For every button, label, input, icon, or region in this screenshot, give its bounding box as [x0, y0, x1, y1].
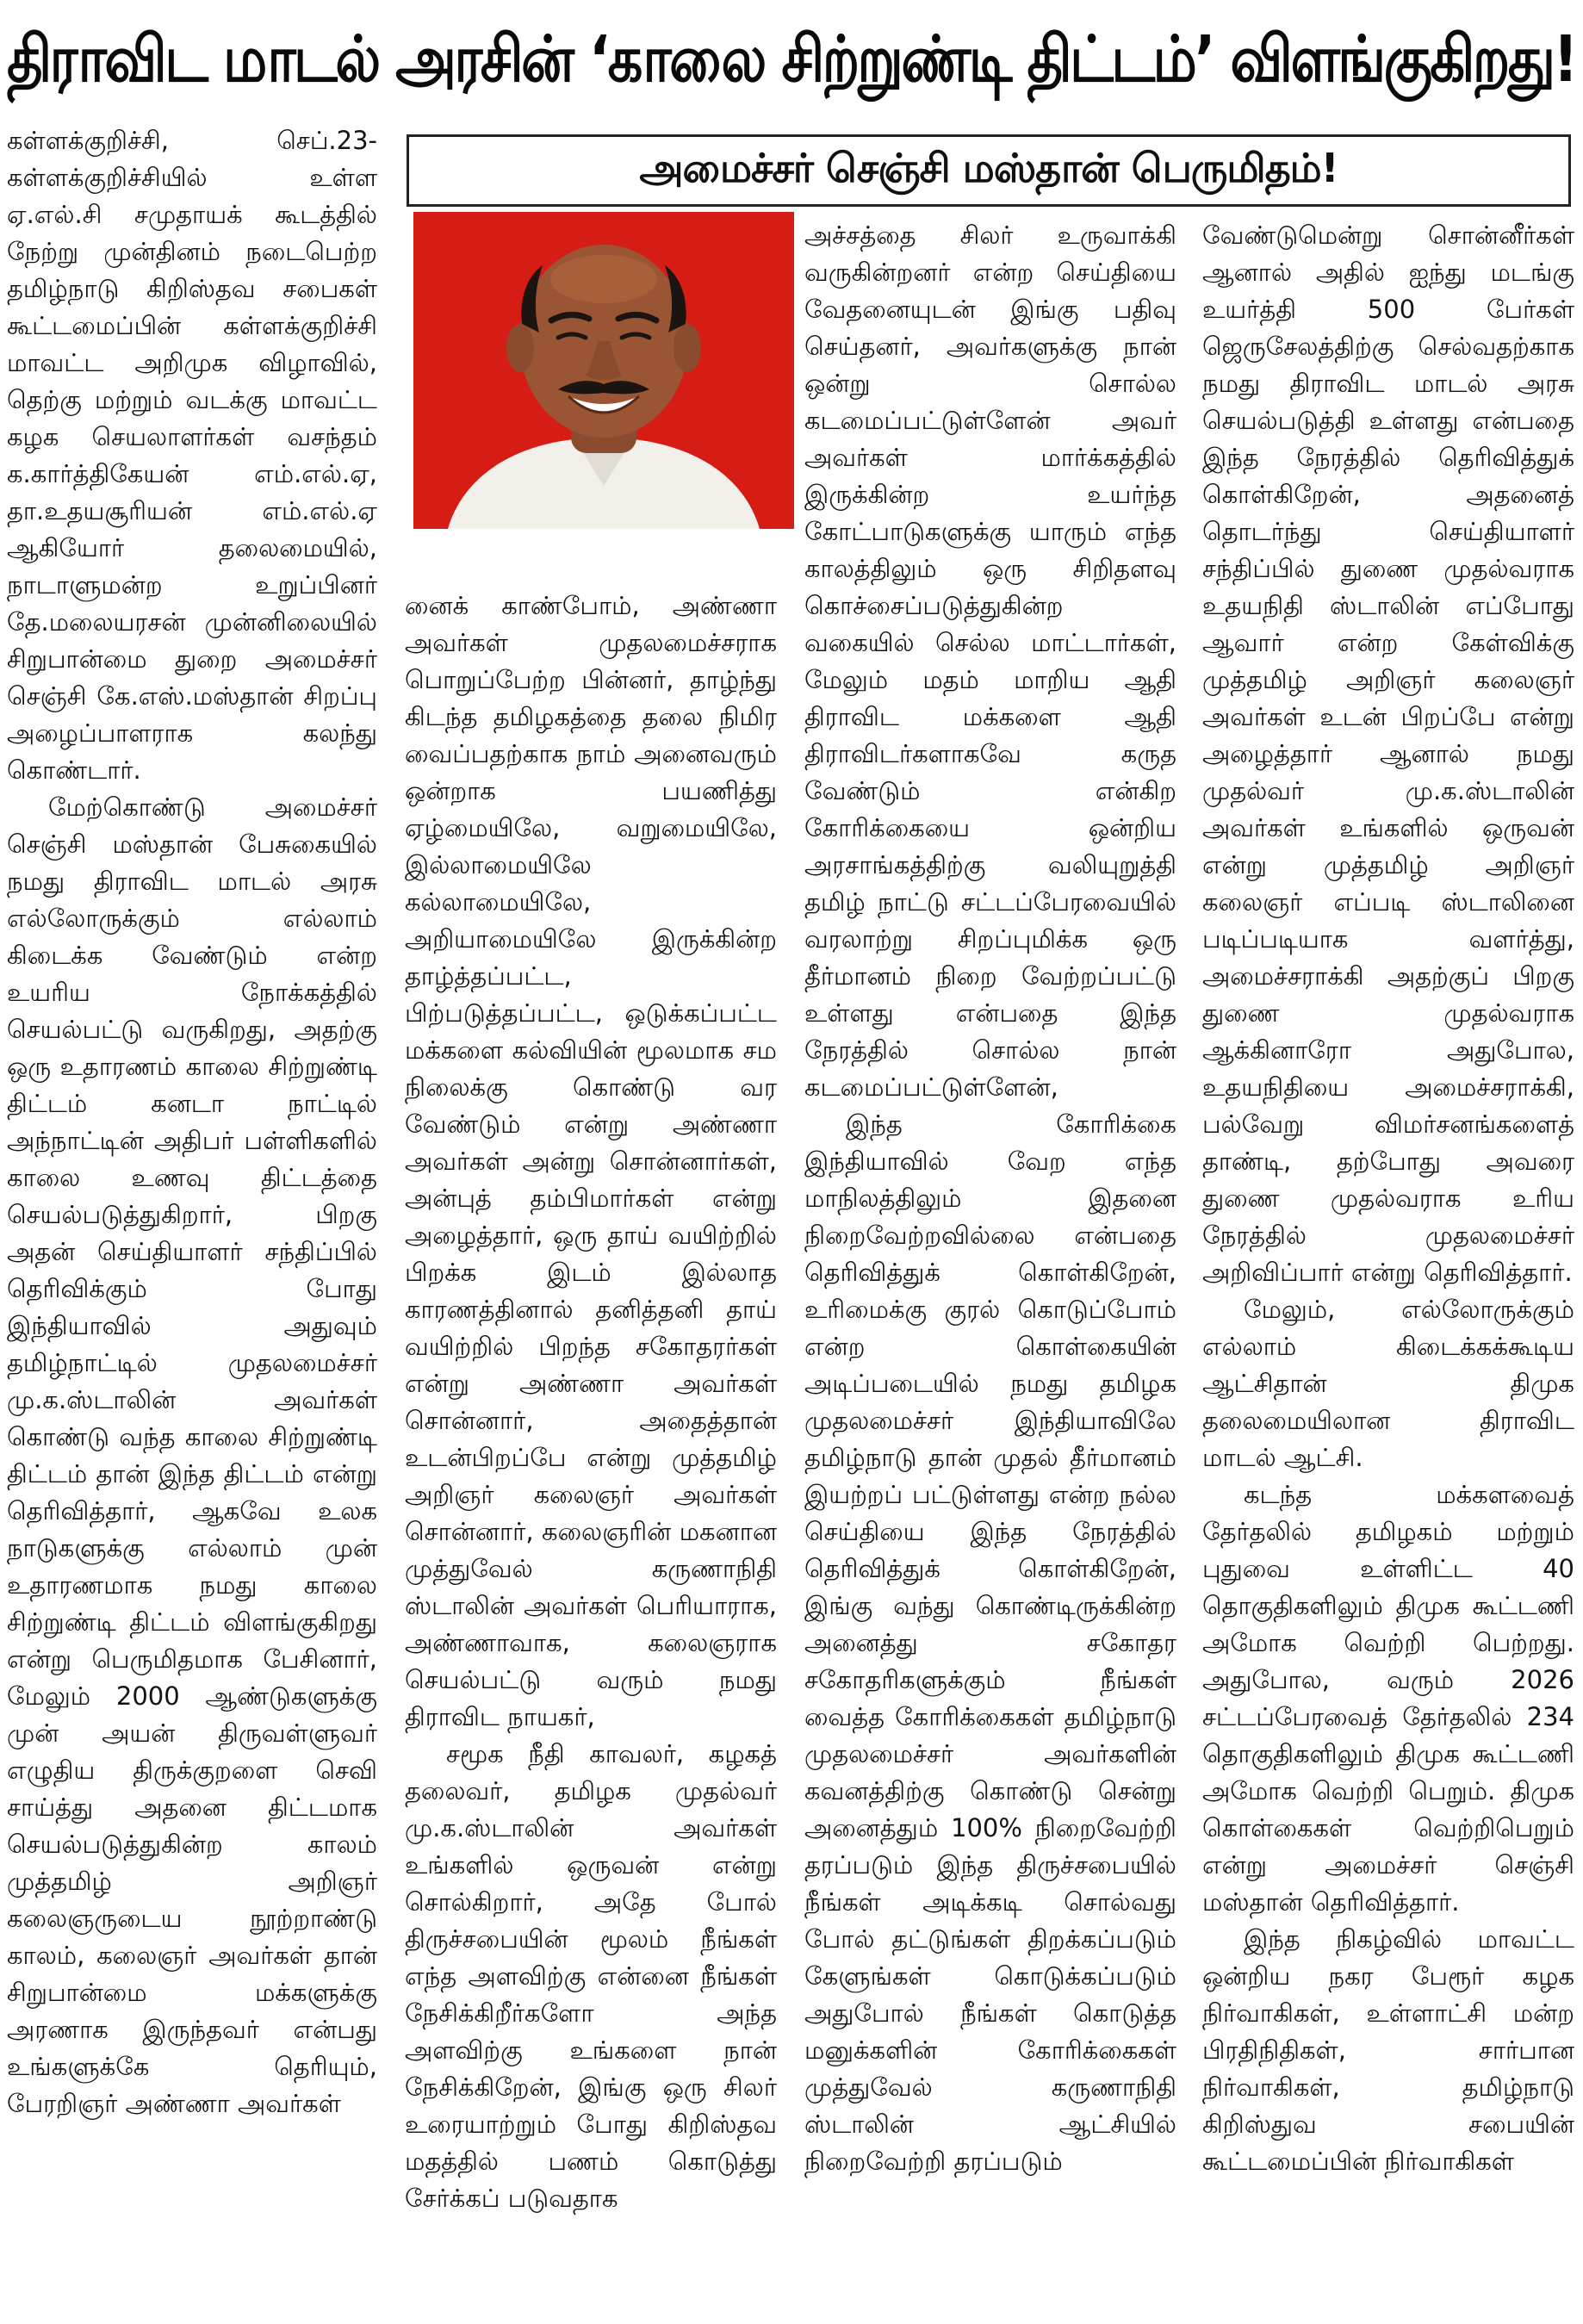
article-column-1	[7, 122, 377, 2324]
paragraph: இந்த கோரிக்கை இந்தியாவில் வேற எந்த மாநிலத்திலும் இதனை நிறைவேற்றவில்லை என்பதை தெரிவித்துக் கொள்கிறேன், உரிமைக்கு குரல் கொடுப்போம் என்ற கொள்கையின் அடிப்படையில் நமது தமிழக முதலமைச்சர் இந்தியாவிலே தமிழ்நாடு தான் முதல் தீர்மானம் இயற்றப் பட்டுள்ளது என்ற நல்ல செய்தியை இந்த நேரத்தில் தெரிவித்துக் கொள்கிறேன், இங்கு வந்து கொண்டிருக்கின்ற அனைத்து சகோதர சகோதரிகளுக்கும் நீங்கள் வைத்த கோரிக்கைகள் தமிழ்நாடு முதலமைச்சர் அவர்களின் கவனத்திற்கு கொண்டு சென்று அனைத்தும் 100% நிறைவேற்றி தரப்படும் இந்த திருச்சபையில் நீங்கள் அடிக்கடி சொல்வது போல் தட்டுங்கள் திறக்கப்படும் கேளுங்கள் கொடுக்கப்படும் அதுபோல் நீங்கள் கொடுத்த மனுக்களின் கோரிக்கைகள் முத்துவேல் கருணாநிதி ஸ்டாலின் ஆட்சியில் நிறைவேற்றி தரப்படும்	[804, 1109, 1176, 2176]
paragraph: னைக் காண்போம், அண்ணா அவர்கள் முதலமைச்சராக பொறுப்பேற்ற பின்னர், தாழ்ந்து கிடந்த தமிழகத்தை தலை நிமிர வைப்பதற்காக நாம் அனைவரும் ஒன்றாக பயணித்து ஏழ்மையிலே, வறுமையிலே, இல்லாமையிலே கல்லாமையிலே, அறியாமையிலே இருக்கின்ற தாழ்த்தப்பட்ட, பிற்படுத்தப்பட்ட, ஒடுக்கப்பட்ட மக்களை கல்வியின் மூலமாக சம நிலைக்கு கொண்டு வர வேண்டும் என்று அண்ணா அவர்கள் அன்று சொன்னார்கள், அன்புத் தம்பிமார்கள் என்று அழைத்தார், ஒரு தாய் வயிற்றில் பிறக்க இடம் இல்லாத காரணத்தினால் தனித்தனி தாய் வயிற்றில் பிறந்த சகோதரர்கள் என்று அண்ணா அவர்கள் சொன்னார், அதைத்தான் உடன்பிறப்பே என்று முத்தமிழ் அறிஞர் கலைஞர் அவர்கள் சொன்னார், கலைஞரின் மகனான முத்துவேல் கருணாநிதி ஸ்டாலின் அவர்கள் பெரியாராக, அண்ணாவாக, கலைஞராக செயல்பட்டு வரும் நமது திராவிட நாயகர்,	[405, 591, 777, 1731]
paragraph: அச்சத்தை சிலர் உருவாக்கி வருகின்றனர் என்ற செய்தியை வேதனையுடன் இங்கு பதிவு செய்தனர், அவர்களுக்கு நான் ஒன்று சொல்ல கடமைப்பட்டுள்ளேன் அவர் அவர்கள் மார்க்கத்தில் இருக்கின்ற உயர்ந்த கோட்பாடுகளுக்கு யாரும் எந்த காலத்திலும் ஒரு சிறிதளவு கொச்சைப்படுத்துகின்ற வகையில் செல்ல மாட்டார்கள், மேலும் மதம் மாறிய ஆதி திராவிட மக்களை ஆதி திராவிடர்களாகவே கருத வேண்டும் என்கிற கோரிக்கையை ஒன்றிய அரசாங்கத்திற்கு வலியுறுத்தி தமிழ் நாட்டு சட்டப்பேரவையில் வரலாற்று சிறப்புமிக்க ஒரு தீர்மானம் நிறை வேற்றப்பட்டு உள்ளது என்பதை இந்த நேரத்தில் சொல்ல நான் கடமைப்பட்டுள்ளேன்,	[804, 221, 1176, 1102]
portrait-illustration	[413, 212, 794, 529]
subheadline: அமைச்சர் செஞ்சி மஸ்தான் பெருமிதம்!	[639, 144, 1338, 191]
paragraph: கள்ளக்குறிச்சி, செப்.23- கள்ளக்குறிச்சியில் உள்ள ஏ.எல்.சி சமுதாயக் கூடத்தில் நேற்று முன்தினம் நடைபெற்ற தமிழ்நாடு கிறிஸ்தவ சபைகள் கூட்டமைப்பின் கள்ளக்குறிச்சி மாவட்ட அறிமுக விழாவில், தெற்கு மற்றும் வடக்கு மாவட்ட கழக செயலாளர்கள் வசந்தம் க.கார்த்திகேயன் எம்.எல்.ஏ, தா.உதயசூரியன் எம்.எல்.ஏ ஆகியோர் தலைமையில், நாடாளுமன்ற உறுப்பினர் தே.மலையரசன் முன்னிலையில் சிறுபான்மை துறை அமைச்சர் செஞ்சி கே.எஸ்.மஸ்தான் சிறப்பு அழைப்பாளராக கலந்து கொண்டார்.	[7, 126, 377, 785]
minister-photo	[413, 212, 794, 529]
paragraph: மேலும், எல்லோருக்கும் எல்லாம் கிடைக்கக்கூடிய ஆட்சிதான் திமுக தலைமையிலான திராவிட மாடல் ஆட்சி.	[1202, 1295, 1574, 1472]
article-column-2	[405, 587, 777, 2324]
headline: திராவிட மாடல் அரசின் ‘காலை சிற்றுண்டி திட்டம்’ விளங்குகிறது!	[7, 22, 1576, 96]
subheadline-box	[407, 134, 1571, 207]
paragraph: சமூக நீதி காவலர், கழகத் தலைவர், தமிழக முதல்வர் மு.க.ஸ்டாலின் அவர்கள் உங்களில் ஒருவன் என்று சொல்கிறார், அதே போல் திருச்சபையின் மூலம் நீங்கள் எந்த அளவிற்கு என்னை நீங்கள் நேசிக்கிறீர்களோ அந்த அளவிற்கு உங்களை நான் நேசிக்கிறேன், இங்கு ஒரு சிலர் உரையாற்றும் போது கிறிஸ்தவ மதத்தில் பணம் கொடுத்து சேர்க்கப் படுவதாக	[405, 1739, 777, 2213]
paragraph: இந்த நிகழ்வில் மாவட்ட ஒன்றிய நகர பேரூர் கழக நிர்வாகிகள், உள்ளாட்சி மன்ற பிரதிநிதிகள், சார்பான நிர்வாகிகள், தமிழ்நாடு கிறிஸ்துவ சபையின் கூட்டமைப்பின் நிர்வாகிகள்	[1202, 1924, 1574, 2176]
paragraph: கடந்த மக்களவைத் தேர்தலில் தமிழகம் மற்றும் புதுவை உள்ளிட்ட 40 தொகுதிகளிலும் திமுக கூட்டணி அமோக வெற்றி பெற்றது. அதுபோல, வரும் 2026 சட்டப்பேரவைத் தேர்தலில் 234 தொகுதிகளிலும் திமுக கூட்டணி அமோக வெற்றி பெறும். திமுக கொள்கைகள் வெற்றிபெறும் என்று அமைச்சர் செஞ்சி மஸ்தான் தெரிவித்தார்.	[1202, 1480, 1574, 1917]
article-column-3	[804, 217, 1176, 2324]
article-column-4	[1202, 217, 1574, 2324]
paragraph: வேண்டுமென்று சொன்னீர்கள் ஆனால் அதில் ஐந்து மடங்கு உயர்த்தி 500 பேர்கள் ஜெருசேலத்திற்கு செல்வதற்காக நமது திராவிட மாடல் அரசு செயல்படுத்தி உள்ளது என்பதை இந்த நேரத்தில் தெரிவித்துக் கொள்கிறேன், அதனைத் தொடர்ந்து செய்தியாளர் சந்திப்பில் துணை முதல்வராக உதயநிதி ஸ்டாலின் எப்போது ஆவார் என்ற கேள்விக்கு முத்தமிழ் அறிஞர் கலைஞர் அவர்கள் உடன் பிறப்பே என்று அழைத்தார் ஆனால் நமது முதல்வர் மு.க.ஸ்டாலின் அவர்கள் உங்களில் ஒருவன் என்று முத்தமிழ் அறிஞர் கலைஞர் எப்படி ஸ்டாலினை படிப்படியாக வளர்த்து, அமைச்சராக்கி அதற்குப் பிறகு துணை முதல்வராக ஆக்கினாரோ அதுபோல, உதயநிதியை அமைச்சராக்கி, பல்வேறு விமர்சனங்களைத் தாண்டி, தற்போது அவரை துணை முதல்வராக உரிய நேரத்தில் முதலமைச்சர் அறிவிப்பார் என்று தெரிவித்தார்.	[1202, 221, 1574, 1287]
paragraph: மேற்கொண்டு அமைச்சர் செஞ்சி மஸ்தான் பேசுகையில் நமது திராவிட மாடல் அரசு எல்லோருக்கும் எல்லாம் கிடைக்க வேண்டும் என்ற உயரிய நோக்கத்தில் செயல்பட்டு வருகிறது, அதற்கு ஒரு உதாரணம் காலை சிற்றுண்டி திட்டம் கனடா நாட்டில் அந்நாட்டின் அதிபர் பள்ளிகளில் காலை உணவு திட்டத்தை செயல்படுத்துகிறார், பிறகு அதன் செய்தியாளர் சந்திப்பில் தெரிவிக்கும் போது இந்தியாவில் அதுவும் தமிழ்நாட்டில் முதலமைச்சர் மு.க.ஸ்டாலின் அவர்கள் கொண்டு வந்த காலை சிற்றுண்டி திட்டம் தான் இந்த திட்டம் என்று தெரிவித்தார், ஆகவே உலக நாடுகளுக்கு எல்லாம் முன் உதாரணமாக நமது காலை சிற்றுண்டி திட்டம் விளங்குகிறது என்று பெருமிதமாக பேசினார், மேலும் 2000 ஆண்டுகளுக்கு முன் அயன் திருவள்ளுவர் எழுதிய திருக்குறளை செவி சாய்த்து அதனை திட்டமாக செயல்படுத்துகின்ற காலம் முத்தமிழ் அறிஞர் கலைஞருடைய நூற்றாண்டு காலம், கலைஞர் அவர்கள் தான் சிறுபான்மை மக்களுக்கு அரணாக இருந்தவர் என்பது உங்களுக்கே தெரியும், பேரறிஞர் அண்ணா அவர்கள்	[7, 792, 377, 2118]
